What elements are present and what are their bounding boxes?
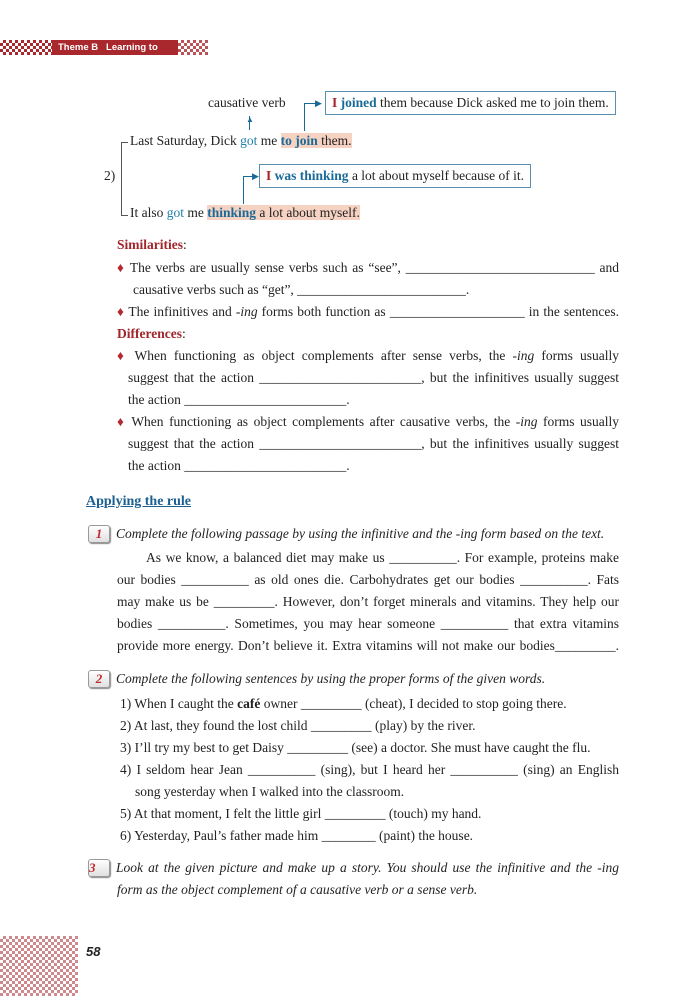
similarities-heading: Similarities: (117, 237, 187, 252)
passage-line: our bodies __________ as old ones die. Carbohydrates get our bodies __________. Fats (117, 572, 619, 587)
exercise-2-instruction: 2 Complete the following sentences by using the proper forms of the given words. (88, 670, 545, 688)
passage-line: may make us be _________. However, don’t forget minerals and vitamins. They help our (117, 594, 619, 609)
passage-line: bodies __________. Sometimes, you may hear someone __________ that extra vitamins (117, 616, 619, 631)
bracket (121, 142, 128, 216)
connector-line (243, 176, 244, 204)
theme-title: Learning to Live (58, 42, 158, 68)
passage-line: provide more energy. Don’t believe it. Extra vitamins will not make our bodies_________. (117, 638, 619, 653)
example-sentence-1: Last Saturday, Dick got me to join them. (130, 133, 352, 148)
exercise-1-instruction: 1 Complete the following passage by using the infinitive and the -ing form based on the text. (88, 525, 604, 543)
sentence-6: 6) Yesterday, Paul’s father made him ________ (paint) the house. (120, 828, 474, 843)
explanation-box-1: I joined them because Dick asked me to join them. (325, 91, 616, 115)
similarity-1: ♦ The verbs are usually sense verbs such as “see”, ____________________________ and (117, 260, 619, 275)
exercise-3-instruction: 3 Look at the given picture and make up a story. You should use the infinitive and the -ing (89, 860, 619, 875)
difference-1: ♦ When functioning as object complements after sense verbs, the -ing forms usually (117, 348, 620, 363)
arrow-right-icon: ▶ (315, 98, 322, 108)
differences-heading: Differences: (117, 326, 186, 341)
exercise-number-badge: 2 (88, 670, 110, 688)
sentence-4: 4) I seldom hear Jean __________ (sing), but I heard her __________ (sing) an English (120, 762, 619, 777)
causative-verb-label: causative verb (208, 95, 286, 110)
checker-decoration (0, 40, 52, 55)
checker-decoration (0, 936, 78, 996)
sentence-5: 5) At that moment, I felt the little girl _________ (touch) my hand. (120, 806, 482, 821)
item-number: 2) (104, 168, 116, 183)
similarity-2: ♦ The infinitives and -ing forms both function as ____________________ in the sentences. (117, 304, 619, 319)
sentence-2: 2) At last, they found the lost child _________ (play) by the river. (120, 718, 476, 733)
page-number: 58 (86, 944, 101, 959)
sentence-3: 3) I’ll try my best to get Daisy _________ (see) a doctor. She must have caught the flu. (120, 740, 591, 755)
theme-label: Theme B (58, 42, 99, 53)
explanation-box-2: I was thinking a lot about myself because of it. (259, 164, 531, 188)
applying-heading: Applying the rule (86, 494, 192, 509)
checker-decoration (178, 40, 208, 55)
arrow-right-icon: ▶ (252, 171, 259, 181)
difference-2-cont: suggest that the action ________________________, but the infinitives usually suggest (128, 436, 619, 451)
sentence-1: 1) When I caught the café owner _________ (cheat), I decided to stop going there. (120, 696, 567, 711)
arrow-head-icon: ▲ (246, 115, 254, 124)
exercise-number-badge: 1 (88, 525, 110, 543)
exercise-3-instruction-cont: form as the object complement of a causative verb or a sense verb. (117, 882, 478, 897)
sentence-4-cont: song yesterday when I walked into the classroom. (135, 784, 405, 799)
difference-1-end: the action ________________________. (128, 392, 350, 407)
example-sentence-2: It also got me thinking a lot about myself. (130, 205, 360, 220)
similarity-1-cont: causative verbs such as “get”, _________________________. (133, 282, 470, 297)
difference-2-end: the action ________________________. (128, 458, 350, 473)
difference-1-cont: suggest that the action ________________________, but the infinitives usually suggest (128, 370, 619, 385)
connector-line (304, 103, 305, 131)
theme-header (52, 40, 178, 68)
exercise-number-badge: 3 (88, 859, 110, 877)
passage-line: As we know, a balanced diet may make us __________. For example, proteins make (146, 550, 619, 565)
difference-2: ♦ When functioning as object complements after causative verbs, the -ing forms usually (117, 414, 619, 429)
